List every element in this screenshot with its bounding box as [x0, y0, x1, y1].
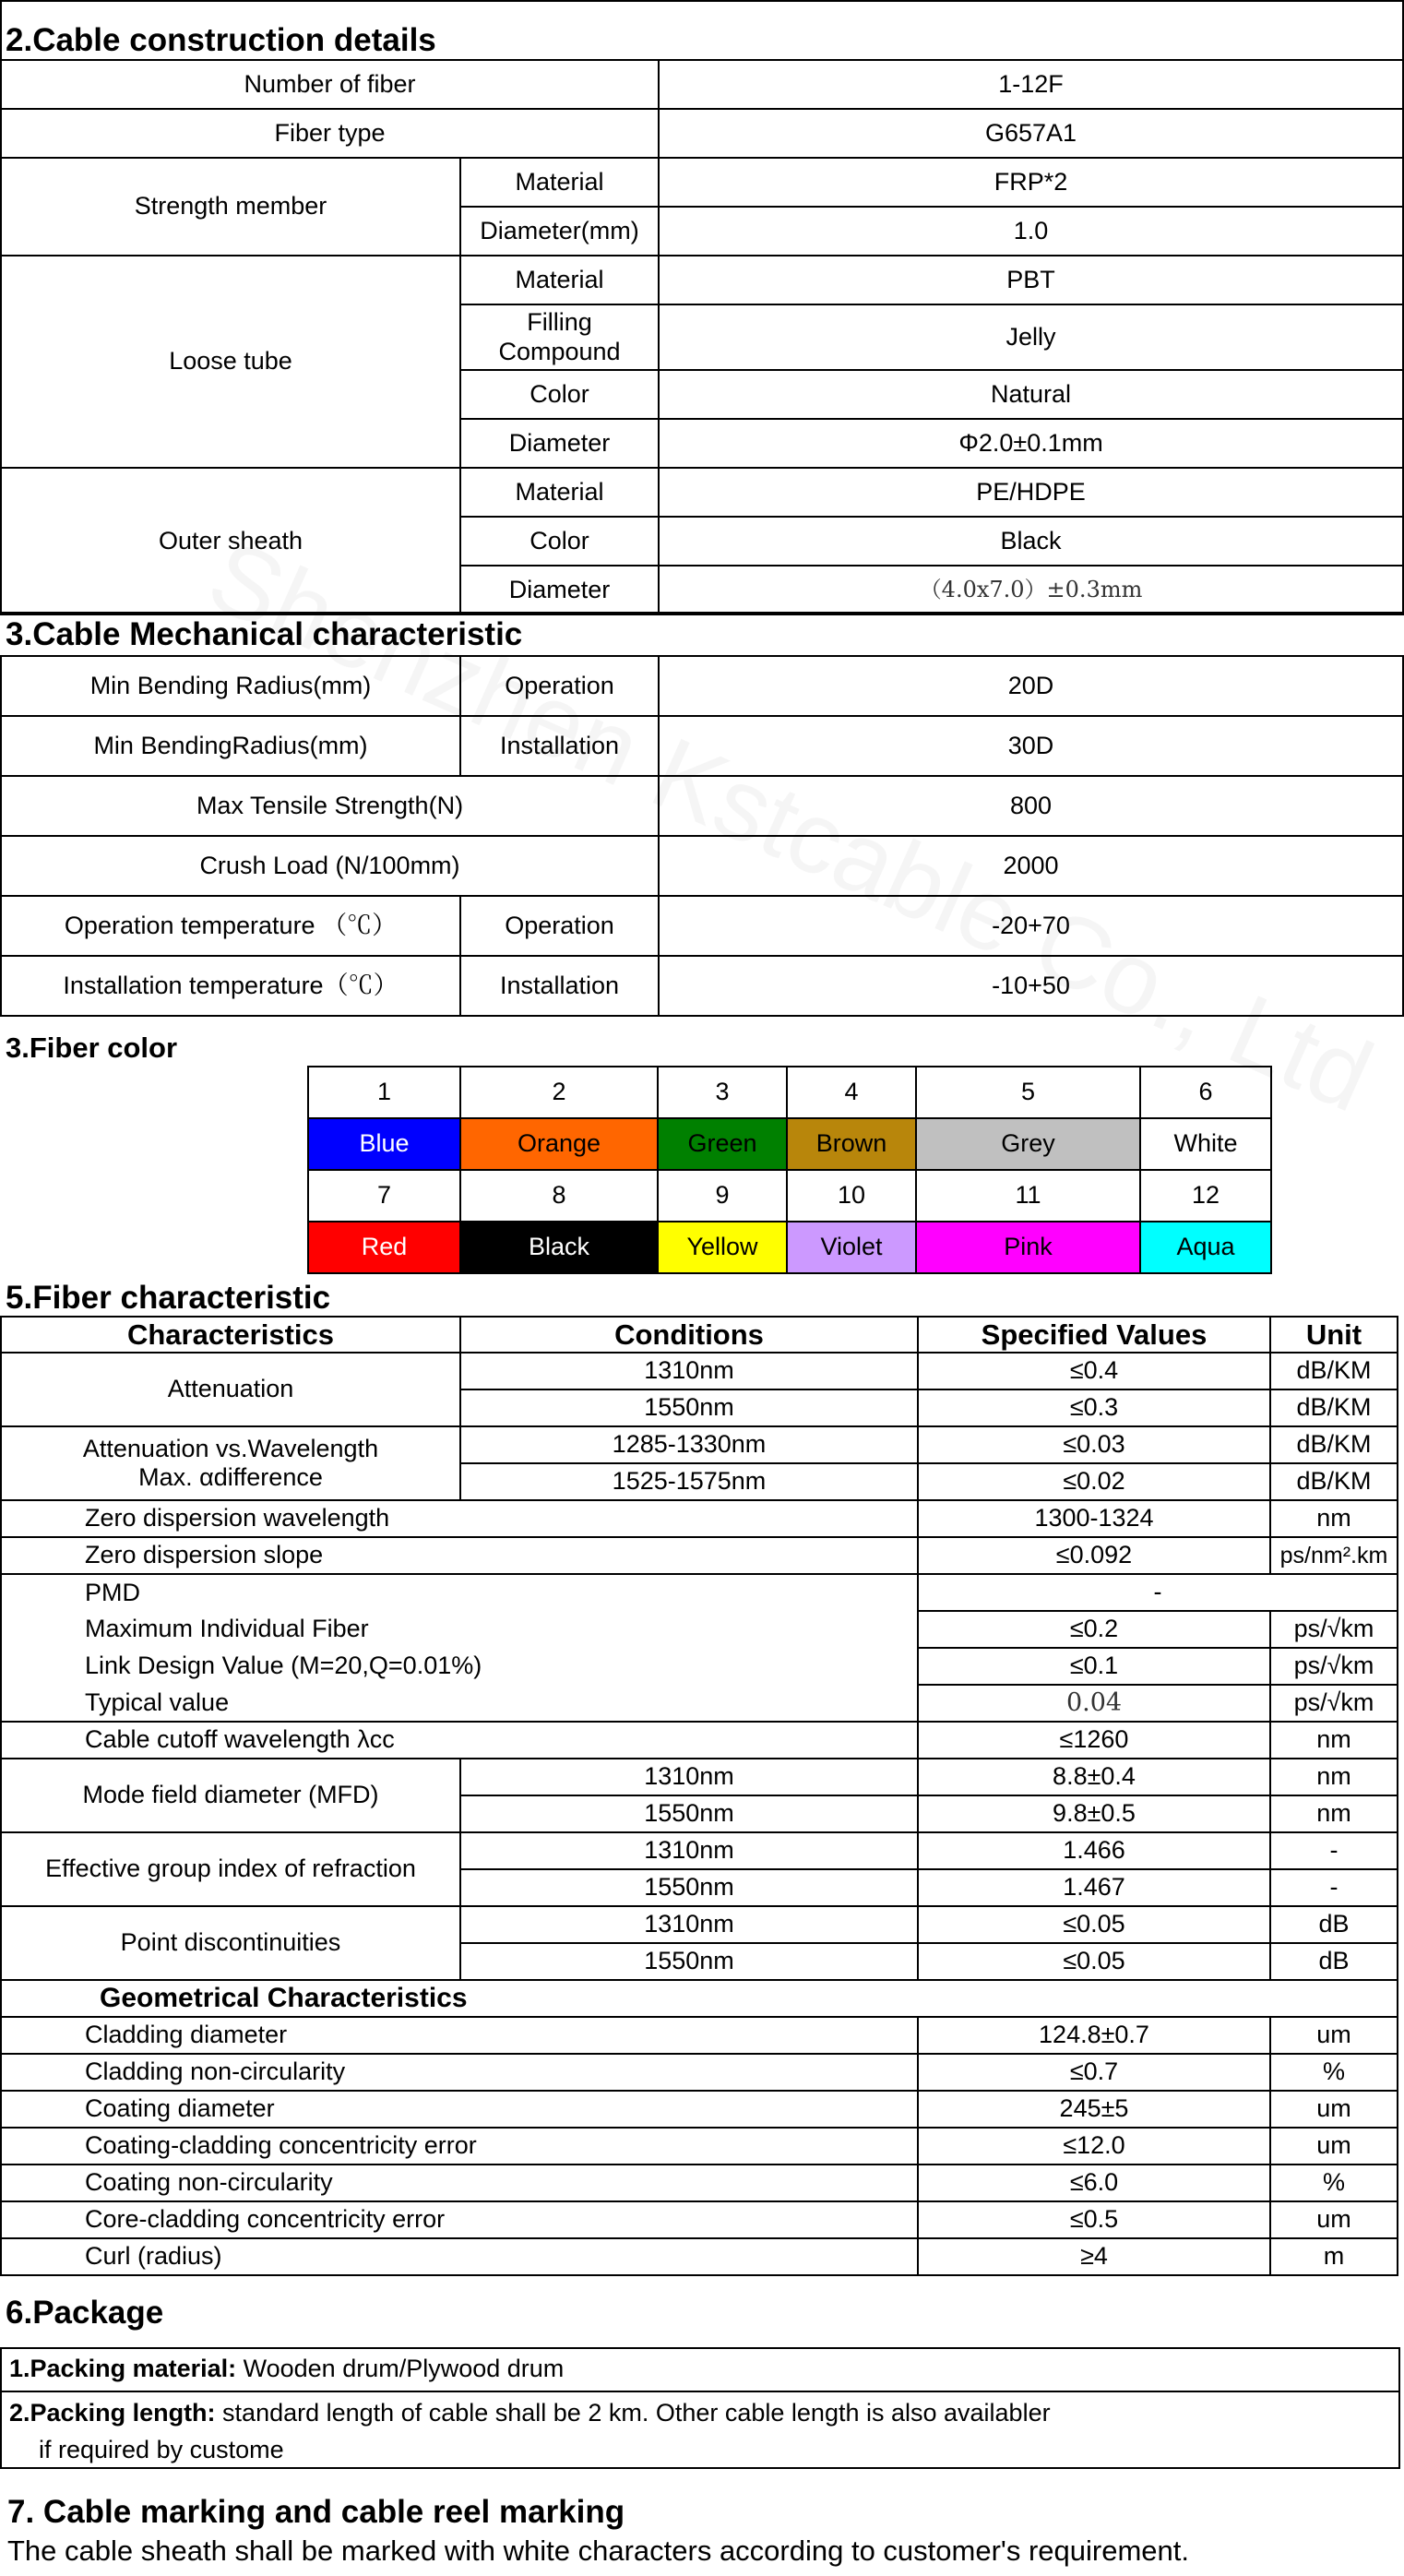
unit-cell: um [1270, 2128, 1398, 2165]
value-cell: ≤0.3 [918, 1389, 1270, 1426]
value-cell: 124.8±0.7 [918, 2017, 1270, 2054]
packing-material-value: Wooden drum/Plywood drum [236, 2355, 565, 2382]
packing-length [2, 2399, 1404, 2427]
value-cell: ≤0.5 [918, 2201, 1270, 2238]
geo-label: Core-cladding concentricity error [1, 2201, 918, 2238]
fiber-number: 9 [658, 1170, 787, 1222]
unit-cell: dB [1270, 1943, 1398, 1980]
mech-label: Min Bending Radius(mm) [1, 656, 460, 716]
value-cell: ≤0.1 [918, 1648, 1270, 1685]
value-cell: 8.8±0.4 [918, 1759, 1270, 1795]
unit-cell: - [1270, 1869, 1398, 1906]
marking-text: The cable sheath shall be marked with white characters according to customer's requirement. [7, 2534, 1189, 2567]
cond-cell: 1310nm [460, 1759, 918, 1795]
section-construction-title: 2.Cable construction details [6, 22, 436, 58]
label-outer-sheath: Outer sheath [1, 468, 460, 614]
unit-cell: ps/√km [1270, 1648, 1398, 1685]
value-lt-diameter: Φ2.0±0.1mm [659, 419, 1403, 468]
unit-cell: nm [1270, 1795, 1398, 1832]
unit-cell: dB/KM [1270, 1353, 1398, 1389]
mech-value: 20D [659, 656, 1403, 716]
fiber-color-swatch: White [1140, 1118, 1271, 1170]
egi-label: Effective group index of refraction [1, 1832, 460, 1906]
label-os-color: Color [460, 517, 659, 566]
mech-label: Crush Load (N/100mm) [1, 836, 659, 896]
mech-label: Operation temperature （℃） [1, 896, 460, 956]
unit-cell: ps/nm².km [1270, 1537, 1398, 1574]
mech-value: 800 [659, 776, 1403, 836]
unit-cell: dB/KM [1270, 1389, 1398, 1426]
fiber-color-swatch: Black [460, 1222, 658, 1273]
header-conditions: Conditions [460, 1317, 918, 1353]
value-cell: ≤0.03 [918, 1426, 1270, 1463]
fiber-number: 2 [460, 1067, 658, 1118]
value-cell: ≤0.02 [918, 1463, 1270, 1500]
geo-title: Geometrical Characteristics [1, 1980, 1398, 2017]
unit-cell: dB/KM [1270, 1463, 1398, 1500]
cond-cell: 1525-1575nm [460, 1463, 918, 1500]
pmd-label: PMD [1, 1574, 918, 1611]
mfd-label: Mode field diameter (MFD) [1, 1759, 460, 1832]
fiber-color-swatch: Brown [787, 1118, 916, 1170]
fiber-number: 12 [1140, 1170, 1271, 1222]
fiber-number: 7 [308, 1170, 460, 1222]
pmd-row-label: Maximum Individual Fiber [1, 1611, 918, 1648]
cond-cell: 1550nm [460, 1389, 918, 1426]
cond-cell: 1550nm [460, 1943, 918, 1980]
section-mechanical-title: 3.Cable Mechanical characteristic [6, 616, 523, 652]
label-os-diameter: Diameter [460, 566, 659, 614]
fiber-color-swatch: Red [308, 1222, 460, 1273]
att-vs-wl-label [1, 1426, 460, 1500]
unit-cell: % [1270, 2054, 1398, 2091]
section-fiber-color-title: 3.Fiber color [6, 1032, 178, 1064]
mech-cond: Operation [460, 656, 659, 716]
value-fiber-type: G657A1 [659, 109, 1403, 158]
label-lt-material: Material [460, 256, 659, 304]
fiber-color-swatch: Grey [916, 1118, 1140, 1170]
fiber-color-swatch: Green [658, 1118, 787, 1170]
construction-table [0, 59, 1404, 615]
value-cell: 1.466 [918, 1832, 1270, 1869]
fiber-number: 1 [308, 1067, 460, 1118]
value-number-of-fiber: 1-12F [659, 60, 1403, 109]
value-cell: 1300-1324 [918, 1500, 1270, 1537]
value-cell: 245±5 [918, 2091, 1270, 2128]
value-cell: ≥4 [918, 2238, 1270, 2275]
mech-value: 30D [659, 716, 1403, 776]
value-cell: ≤1260 [918, 1722, 1270, 1759]
unit-cell: dB/KM [1270, 1426, 1398, 1463]
value-cell: 1.467 [918, 1869, 1270, 1906]
fiber-color-swatch: Aqua [1140, 1222, 1271, 1273]
fiber-color-swatch: Yellow [658, 1222, 787, 1273]
mechanical-table [0, 655, 1404, 1017]
att-vs-wl-label-line2: Max. αdifference [138, 1463, 323, 1491]
value-cell: ≤12.0 [918, 2128, 1270, 2165]
geo-label: Coating-cladding concentricity error [1, 2128, 918, 2165]
header-characteristics: Characteristics [1, 1317, 460, 1353]
label-sm-material: Material [460, 158, 659, 207]
mech-cond: Installation [460, 956, 659, 1016]
header-specified-values: Specified Values [918, 1317, 1270, 1353]
header-unit: Unit [1270, 1317, 1398, 1353]
fiber-number: 4 [787, 1067, 916, 1118]
section-marking-title: 7. Cable marking and cable reel marking [7, 2494, 625, 2530]
cond-cell: 1550nm [460, 1795, 918, 1832]
zds-label: Zero dispersion slope [1, 1537, 918, 1574]
value-cell: ≤0.2 [918, 1611, 1270, 1648]
unit-cell: ps/√km [1270, 1611, 1398, 1648]
fiber-number: 11 [916, 1170, 1140, 1222]
fiber-color-swatch: Pink [916, 1222, 1140, 1273]
geo-label: Cladding diameter [1, 2017, 918, 2054]
label-loose-tube: Loose tube [1, 256, 460, 468]
value-cell: ≤0.05 [918, 1906, 1270, 1943]
packing-material [2, 2355, 1404, 2383]
label-lt-diameter: Diameter [460, 419, 659, 468]
value-cell: ≤0.092 [918, 1537, 1270, 1574]
fiber-number: 10 [787, 1170, 916, 1222]
label-os-material: Material [460, 468, 659, 517]
value-cell: 9.8±0.5 [918, 1795, 1270, 1832]
value-os-material: PE/HDPE [659, 468, 1403, 517]
label-sm-diameter: Diameter(mm) [460, 207, 659, 256]
mech-cond: Operation [460, 896, 659, 956]
unit-cell: um [1270, 2017, 1398, 2054]
zdw-label: Zero dispersion wavelength [1, 1500, 918, 1537]
cond-cell: 1310nm [460, 1832, 918, 1869]
fiber-number: 3 [658, 1067, 787, 1118]
attenuation-label: Attenuation [1, 1353, 460, 1426]
unit-cell: um [1270, 2091, 1398, 2128]
label-fiber-type: Fiber type [1, 109, 659, 158]
pmd-row-label: Typical value [1, 1685, 918, 1722]
fiber-number: 8 [460, 1170, 658, 1222]
section-package-title: 6.Package [6, 2295, 164, 2331]
cond-cell: 1310nm [460, 1906, 918, 1943]
pmd-value: - [918, 1574, 1398, 1611]
unit-cell: % [1270, 2165, 1398, 2201]
geo-label: Cladding non-circularity [1, 2054, 918, 2091]
fiber-number: 5 [916, 1067, 1140, 1118]
packing-material-label: 1.Packing material: [9, 2355, 237, 2382]
value-sm-material: FRP*2 [659, 158, 1403, 207]
unit-cell: dB [1270, 1906, 1398, 1943]
mech-value: -20+70 [659, 896, 1403, 956]
mech-value: -10+50 [659, 956, 1403, 1016]
unit-cell: nm [1270, 1722, 1398, 1759]
geo-label: Coating non-circularity [1, 2165, 918, 2201]
value-lt-material: PBT [659, 256, 1403, 304]
value-cell: ≤6.0 [918, 2165, 1270, 2201]
label-lt-filling: Filling Compound [460, 304, 659, 370]
geo-label: Curl (radius) [1, 2238, 918, 2275]
fiber-color-swatch: Blue [308, 1118, 460, 1170]
cond-cell: 1550nm [460, 1869, 918, 1906]
mech-label: Max Tensile Strength(N) [1, 776, 659, 836]
pmd-row-label: Link Design Value (M=20,Q=0.01%) [1, 1648, 918, 1685]
label-lt-color: Color [460, 370, 659, 419]
value-cell: 0.04 [918, 1685, 1270, 1722]
value-os-color: Black [659, 517, 1403, 566]
value-lt-color: Natural [659, 370, 1403, 419]
geo-label: Coating diameter [1, 2091, 918, 2128]
value-cell: ≤0.7 [918, 2054, 1270, 2091]
fiber-color-swatch: Orange [460, 1118, 658, 1170]
fiber-color-swatch: Violet [787, 1222, 916, 1273]
value-os-diameter: （4.0x7.0）±0.3mm [659, 566, 1403, 614]
unit-cell: nm [1270, 1759, 1398, 1795]
value-lt-filling: Jelly [659, 304, 1403, 370]
cond-cell: 1310nm [460, 1353, 918, 1389]
unit-cell: nm [1270, 1500, 1398, 1537]
unit-cell: - [1270, 1832, 1398, 1869]
mech-label: Min BendingRadius(mm) [1, 716, 460, 776]
value-cell: ≤0.05 [918, 1943, 1270, 1980]
package-divider [0, 2391, 1400, 2392]
att-vs-wl-label-line1: Attenuation vs.Wavelength [82, 1434, 379, 1462]
section-fiber-char-title: 5.Fiber characteristic [6, 1280, 331, 1316]
packing-length-label: 2.Packing length: [9, 2399, 216, 2427]
value-cell: ≤0.4 [918, 1353, 1270, 1389]
unit-cell: ps/√km [1270, 1685, 1398, 1722]
packing-length-line2: if required by custome [39, 2436, 284, 2463]
value-sm-diameter: 1.0 [659, 207, 1403, 256]
mech-label: Installation temperature（℃） [1, 956, 460, 1016]
packing-length-value: standard length of cable shall be 2 km. Other cable length is also availabler [215, 2399, 1051, 2427]
cutoff-label: Cable cutoff wavelength λcc [1, 1722, 918, 1759]
mech-cond: Installation [460, 716, 659, 776]
mech-value: 2000 [659, 836, 1403, 896]
fiber-number: 6 [1140, 1067, 1271, 1118]
pd-label: Point discontinuities [1, 1906, 460, 1980]
unit-cell: um [1270, 2201, 1398, 2238]
cond-cell: 1285-1330nm [460, 1426, 918, 1463]
label-number-of-fiber: Number of fiber [1, 60, 659, 109]
label-strength-member: Strength member [1, 158, 460, 256]
fiber-char-table [0, 1316, 1398, 2276]
fiber-color-table [307, 1066, 1272, 1274]
unit-cell: m [1270, 2238, 1398, 2275]
